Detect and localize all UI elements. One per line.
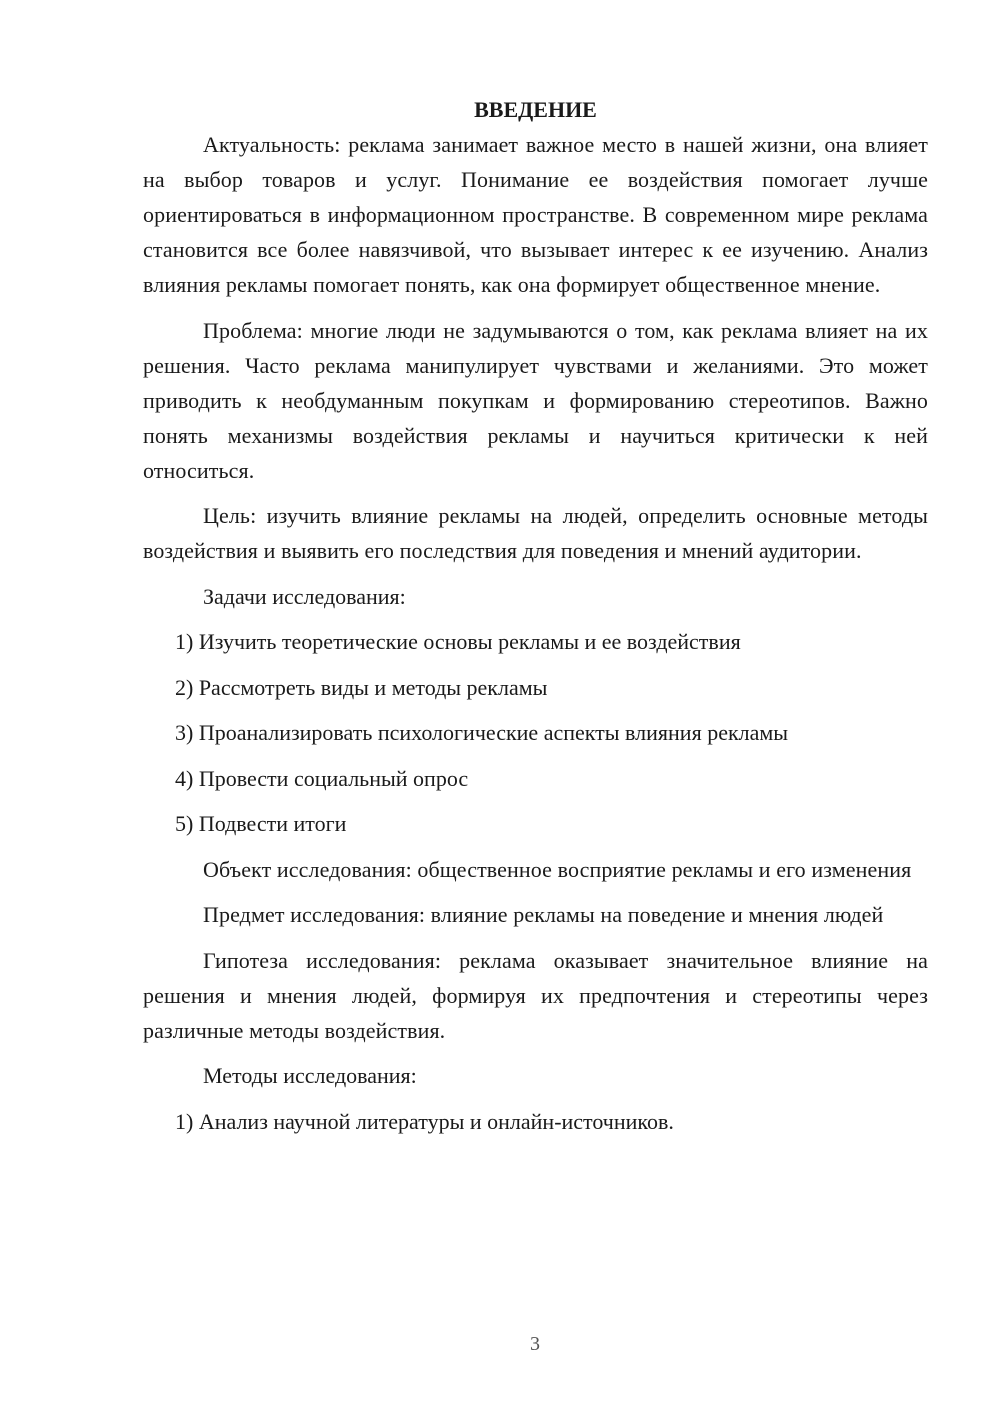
- task-item-2: 2) Рассмотреть виды и методы рекламы: [175, 674, 548, 700]
- paragraph-goal: Цель: изучить влияние рекламы на людей, определить основные методы воздействия и выявить его последствия для поведения и мнений аудитории.: [143, 503, 928, 563]
- document-page: [143, 92, 928, 1149]
- task-item-3: 3) Проанализировать психологические аспекты влияния рекламы: [175, 720, 789, 745]
- paragraph-subject: Предмет исследования: влияние рекламы на поведение и мнения людей: [203, 902, 884, 927]
- section-title: ВВЕДЕНИЕ: [474, 97, 597, 122]
- paragraph-problem: Проблема: многие люди не задумываются о том, как реклама влияет на их решения. Часто реклама манипулирует чувствами и желаниями. Это может приводить к необдуманным покупкам и формированию стереотипов. Важно понять механизмы воздействия рекламы и научиться критически к ней относиться.: [143, 317, 928, 483]
- task-item-1: 1) Изучить теоретические основы рекламы и ее воздействия: [175, 629, 741, 654]
- paragraph-hypothesis: Гипотеза исследования: реклама оказывает значительное влияние на решения и мнения людей, формируя их предпочтения и стереотипы через различные методы воздействия.: [143, 947, 928, 1043]
- task-item-4: 4) Провести социальный опрос: [175, 765, 469, 791]
- page-number: 3: [530, 1333, 540, 1355]
- paragraph-relevance: Актуальность: реклама занимает важное место в нашей жизни, она влияет на выбор товаров и услуг. Понимание ее воздействия помогает лучше ориентироваться в информационном пространстве. В современном мире реклама становится все более навязчивой, что вызывает интерес к ее изучению. Анализ влияния рекламы помогает понять, как она формирует общественное мнение.: [143, 132, 928, 297]
- methods-heading: Методы исследования:: [203, 1063, 417, 1088]
- paragraph-object: Объект исследования: общественное восприятие рекламы и его изменения: [203, 856, 912, 882]
- method-item-1: 1) Анализ научной литературы и онлайн-источников.: [175, 1108, 674, 1134]
- tasks-heading: Задачи исследования:: [203, 583, 406, 609]
- task-item-5: 5) Подвести итоги: [175, 811, 347, 836]
